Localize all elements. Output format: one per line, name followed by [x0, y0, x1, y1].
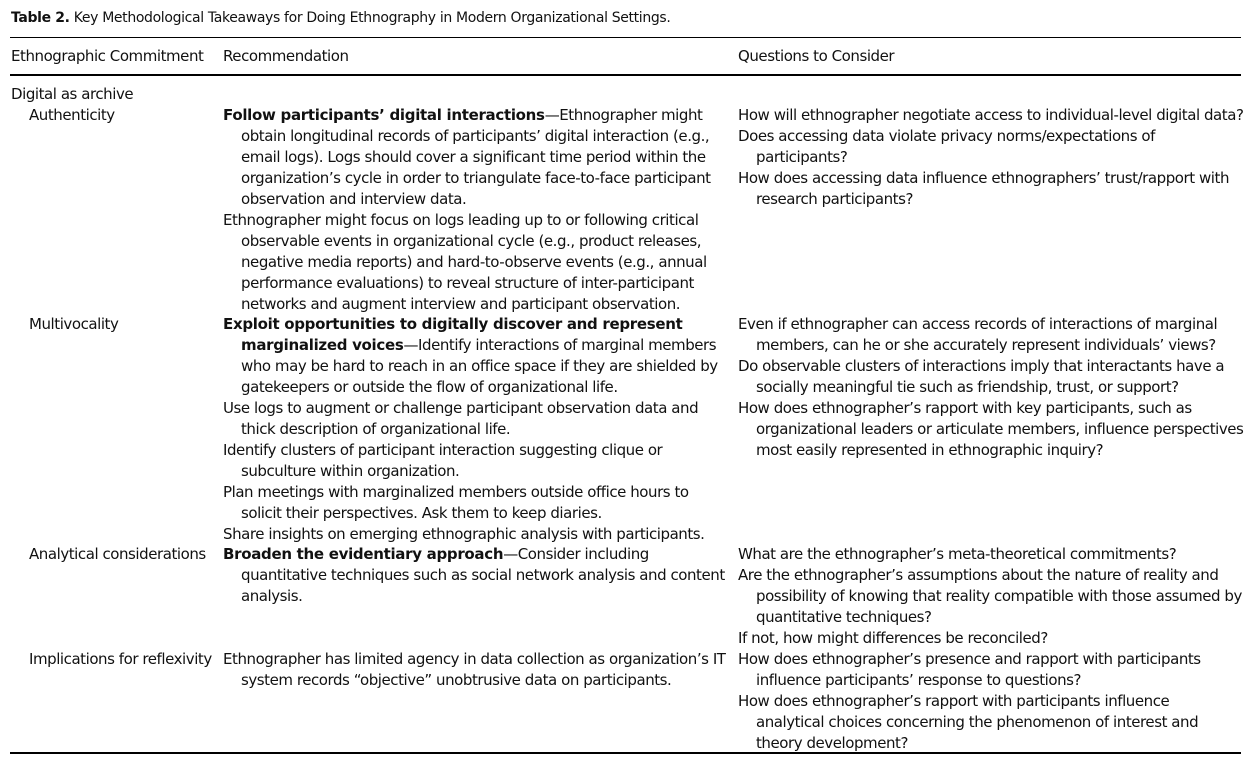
recommendation-item: Share insights on emerging ethnographic analysis with participants. [223, 525, 705, 543]
recommendation-heading: Follow participants’ digital interactions [223, 106, 545, 124]
recommendation-item [223, 544, 731, 607]
table-row-commitment [11, 105, 216, 126]
question-item: Does accessing data violate privacy norms/expectations of participants? [738, 127, 1155, 166]
table-row-recommendations [223, 544, 731, 607]
commitment-implications-for-reflexivity: Implications for reflexivity [29, 650, 212, 668]
recommendation-heading: Exploit opportunities to digitally discover and represent marginalized voices [223, 315, 683, 354]
recommendation-text: —Consider including quantitative techniques such as social network analysis and content analysis. [241, 545, 725, 605]
question-item: How will ethnographer negotiate access to individual-level digital data? [738, 106, 1244, 124]
commitment-authenticity: Authenticity [29, 106, 115, 124]
top-rule [10, 37, 1241, 38]
group-label: Digital as archive [11, 85, 134, 103]
header-rule [10, 74, 1241, 76]
question-item: How does ethnographer’s rapport with participants influence analytical choices concerning the phenomenon of interest and theory development? [738, 692, 1199, 752]
table-row-questions [738, 314, 1250, 461]
header-recommendation: Recommendation [223, 47, 349, 65]
commitment-multivocality: Multivocality [29, 315, 119, 333]
question-item: What are the ethnographer’s meta-theoretical commitments? [738, 545, 1177, 563]
recommendation-item: Use logs to augment or challenge participant observation data and thick description of organizational life. [223, 399, 699, 438]
question-item: Even if ethnographer can access records of interactions of marginal members, can he or she accurately represent individuals’ views? [738, 315, 1218, 354]
table-row-recommendations [223, 649, 731, 691]
recommendation-item [223, 314, 721, 398]
recommendation-heading: Broaden the evidentiary approach [223, 545, 504, 563]
commitment-analytical-considerations: Analytical considerations [29, 545, 206, 563]
header-ethnographic-commitment: Ethnographic Commitment [11, 47, 204, 65]
question-item: How does ethnographer’s rapport with key participants, such as organizational leaders or articulate members, influence perspectives most easily represented in ethnographic inquiry? [738, 399, 1244, 459]
table-row-commitment [11, 314, 216, 335]
table-row-recommendations [223, 314, 731, 545]
recommendation-text: —Ethnographer might obtain longitudinal records of participants’ digital interaction (e.g., email logs). Logs should cover a significant time period within the organization’s cycle in order to triangulate face-to-face participant observation and interview data. [241, 106, 711, 208]
recommendation-item [223, 210, 731, 315]
recommendation-item: Plan meetings with marginalized members outside office hours to solicit their perspectives. Ask them to keep diaries. [223, 483, 689, 522]
table-row-questions [738, 105, 1250, 210]
table-caption-label: Table 2. [11, 10, 70, 26]
recommendation-text: Ethnographer might focus on logs leading up to or following critical observable events in organizational cycle (e.g., product releases, negative media reports) and hard-to-observe events (e.g., annual performance evaluations) to reveal structure of inter-participant networks and augment interview and participant observation. [223, 211, 707, 313]
table-row-questions [738, 649, 1250, 754]
recommendation-item: Ethnographer has limited agency in data collection as organization’s IT system records “objective” unobtrusive data on participants. [223, 650, 726, 689]
question-item: How does accessing data influence ethnographers’ trust/rapport with research participants? [738, 169, 1230, 208]
recommendation-item: Identify clusters of participant interaction suggesting clique or subculture within organization. [223, 441, 663, 480]
table-caption-text: Key Methodological Takeaways for Doing Ethnography in Modern Organizational Settings. [69, 10, 671, 26]
recommendation-item [223, 105, 731, 210]
question-item: Do observable clusters of interactions imply that interactants have a socially meaningful tie such as friendship, trust, or support? [738, 357, 1225, 396]
header-questions: Questions to Consider [738, 47, 895, 65]
question-item: Are the ethnographer’s assumptions about the nature of reality and possibility of knowing that reality compatible with those assumed by quantitative techniques? [738, 566, 1242, 626]
question-item: If not, how might differences be reconciled? [738, 629, 1048, 647]
recommendation-text: —Identify interactions of marginal members who may be hard to reach in an office space if they are shielded by gatekeepers or outside the flow of organizational life. [241, 336, 718, 396]
bottom-rule [10, 752, 1241, 754]
table-row-commitment [11, 544, 216, 565]
table-caption [11, 10, 670, 26]
table-row-recommendations [223, 105, 731, 315]
table-row-questions [738, 544, 1250, 649]
question-item: How does ethnographer’s presence and rapport with participants influence participants’ response to questions? [738, 650, 1201, 689]
table-row-commitment [11, 649, 216, 670]
